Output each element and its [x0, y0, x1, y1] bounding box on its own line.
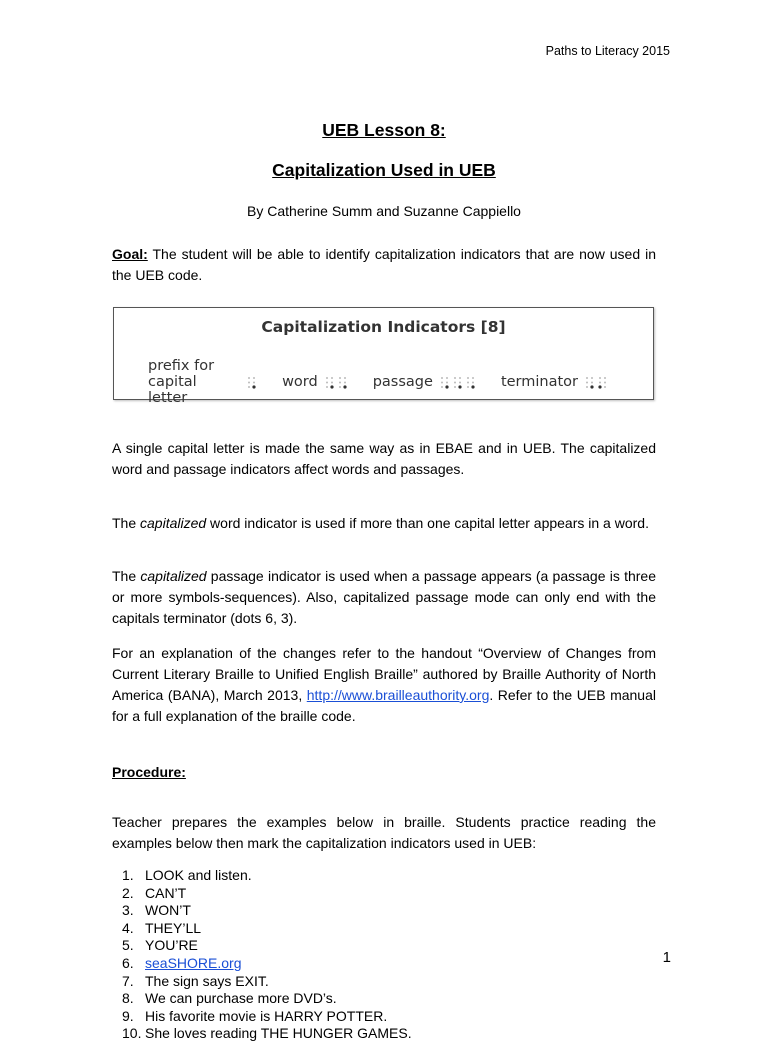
braille-dot-flat: [331, 381, 333, 383]
example-number: 3.: [122, 902, 134, 919]
braille-dot-flat: [604, 386, 606, 388]
braille-cell: [338, 376, 347, 389]
example-item: [122, 955, 412, 973]
page-number: 1: [662, 949, 671, 966]
braille-dot-flat: [248, 386, 250, 388]
lesson-subtitle: Capitalization Used in UEB: [272, 160, 496, 180]
braille-dot-flat: [604, 377, 606, 379]
braille-dot-flat: [441, 377, 443, 379]
p4-text: For an explanation of the changes refer to the handout “Overview of Changes from Current Literary Braille to Unified English Braille” authored by Braille Authority of North America (BANA), March 2013,: [112, 645, 656, 703]
procedure-text: Teacher prepares the examples below in braille. Students practice reading the examples below then mark the capitalization indicators used in UEB:: [112, 814, 656, 851]
braille-dot-flat: [339, 386, 341, 388]
braille-dot-flat: [591, 377, 593, 379]
braille-dot-flat: [454, 381, 456, 383]
indicator-item: [148, 358, 256, 406]
braille-dot-flat: [326, 386, 328, 388]
indicator-row: [148, 358, 633, 406]
example-item: [122, 990, 412, 1008]
example-item: [122, 867, 412, 885]
p4-after: . Refer to the UEB manual for a full explanation of the braille code.: [112, 687, 656, 724]
braille-cell: [585, 376, 594, 389]
braille-dot-raised: [590, 385, 593, 388]
braille-dot-flat: [441, 381, 443, 383]
braille-symbol: [247, 376, 256, 389]
indicator-label: prefix for capital letter: [148, 358, 215, 406]
example-text: CAN’T: [145, 884, 187, 901]
braille-symbol: [585, 376, 607, 389]
example-text: YOU’RE: [145, 937, 198, 954]
braille-dot-flat: [454, 377, 456, 379]
lesson-title: UEB Lesson 8:: [322, 120, 446, 140]
braille-cell: [325, 376, 334, 389]
indicator-item: [373, 374, 475, 390]
example-text: His favorite movie is HARRY POTTER.: [145, 1007, 388, 1024]
example-text: THEY’LL: [145, 919, 202, 936]
braille-dot-raised: [343, 385, 346, 388]
braille-dot-flat: [599, 381, 601, 383]
example-item: [122, 937, 412, 955]
example-number: 5.: [122, 937, 134, 954]
example-item: [122, 973, 412, 991]
braille-symbol: [325, 376, 347, 389]
braille-dot-flat: [459, 381, 461, 383]
braille-dot-raised: [458, 385, 461, 388]
braille-cell: [466, 376, 475, 389]
braille-cell: [247, 376, 256, 389]
braille-dot-raised: [330, 385, 333, 388]
braille-authority-link[interactable]: http://www.brailleauthority.org: [306, 687, 490, 703]
p3-em: capitalized: [140, 568, 207, 584]
braille-cell: [453, 376, 462, 389]
example-number: 1.: [122, 867, 134, 883]
example-text: We can purchase more DVD’s.: [145, 990, 337, 1007]
braille-dot-raised: [445, 385, 448, 388]
paragraph-single-capital: A single capital letter is made the same way as in EBAE and in UEB. The capitalized word and passage indicators affect words and passages.: [112, 440, 656, 477]
braille-dot-flat: [454, 386, 456, 388]
example-item: [122, 1008, 412, 1026]
braille-dot-flat: [331, 377, 333, 379]
example-number: 6.: [122, 954, 134, 971]
paragraph-word-indicator: [112, 513, 656, 534]
example-item: [122, 920, 412, 938]
example-link[interactable]: seaSHORE.org: [145, 954, 242, 971]
braille-dot-flat: [604, 381, 606, 383]
p2-pre: The: [112, 515, 141, 531]
braille-dot-raised: [598, 385, 601, 388]
goal-text: The student will be able to identify capitalization indicators that are now used in the UEB code.: [112, 246, 656, 283]
example-number: 2.: [122, 884, 134, 901]
capitalization-indicators-figure: [113, 307, 654, 406]
procedure-heading: Procedure:: [112, 764, 186, 780]
example-number: 9.: [122, 1007, 134, 1024]
braille-dot-flat: [441, 386, 443, 388]
braille-dot-raised: [471, 385, 474, 388]
braille-dot-flat: [339, 381, 341, 383]
figure-title: Capitalization Indicators [8]: [261, 318, 506, 336]
braille-cell: [598, 376, 607, 389]
indicator-label: terminator: [500, 374, 578, 390]
braille-dot-flat: [248, 381, 250, 383]
paragraph-passage-indicator: [112, 566, 656, 629]
braille-dot-flat: [586, 381, 588, 383]
byline: By Catherine Summ and Suzanne Cappiello: [247, 203, 521, 219]
page-header: Paths to Literacy 2015: [545, 44, 670, 58]
braille-dot-flat: [467, 381, 469, 383]
p3-pre: The: [112, 568, 141, 584]
braille-dot-flat: [326, 377, 328, 379]
braille-dot-flat: [446, 377, 448, 379]
braille-dot-flat: [467, 377, 469, 379]
braille-dot-flat: [459, 377, 461, 379]
braille-dot-flat: [599, 377, 601, 379]
braille-dot-flat: [472, 377, 474, 379]
braille-dot-flat: [253, 381, 255, 383]
example-item: [122, 885, 412, 903]
braille-dot-flat: [472, 381, 474, 383]
example-number: 8.: [122, 990, 134, 1007]
example-item: [122, 902, 412, 920]
braille-dot-flat: [344, 381, 346, 383]
p3-post: passage indicator is used when a passage appears (a passage is three or more symbols-sequences). Also, capitalized passage mode can only end with the capitals terminator (dots 6, 3).: [112, 568, 656, 626]
braille-dot-flat: [591, 381, 593, 383]
example-text: WON’T: [145, 902, 191, 919]
indicator-label: passage: [372, 374, 433, 390]
example-text: She loves reading THE HUNGER GAMES.: [145, 1025, 412, 1042]
braille-dot-flat: [344, 377, 346, 379]
braille-dot-flat: [339, 377, 341, 379]
braille-dot-flat: [586, 377, 588, 379]
braille-dot-raised: [252, 385, 255, 388]
braille-dot-flat: [446, 381, 448, 383]
example-text: The sign says EXIT.: [145, 972, 269, 989]
braille-dot-flat: [467, 386, 469, 388]
braille-dot-flat: [253, 377, 255, 379]
paragraph-references: [112, 643, 656, 727]
p2-post: word indicator is used if more than one capital letter appears in a word.: [206, 515, 649, 531]
example-text: LOOK and listen.: [145, 867, 252, 883]
indicator-label: word: [282, 374, 318, 390]
examples-list: [122, 867, 412, 1043]
braille-dot-flat: [248, 377, 250, 379]
example-number: 4.: [122, 919, 134, 936]
indicator-item: [282, 374, 347, 390]
braille-dot-flat: [326, 381, 328, 383]
braille-cell: [440, 376, 449, 389]
goal-paragraph: [112, 244, 656, 286]
example-number: 7.: [122, 972, 134, 989]
goal-label: Goal:: [112, 246, 148, 262]
indicator-item: [501, 374, 607, 390]
braille-dot-flat: [586, 386, 588, 388]
example-item: [122, 1025, 412, 1043]
braille-symbol: [440, 376, 475, 389]
p2-em: capitalized: [140, 515, 207, 531]
example-number: 10.: [122, 1025, 142, 1042]
